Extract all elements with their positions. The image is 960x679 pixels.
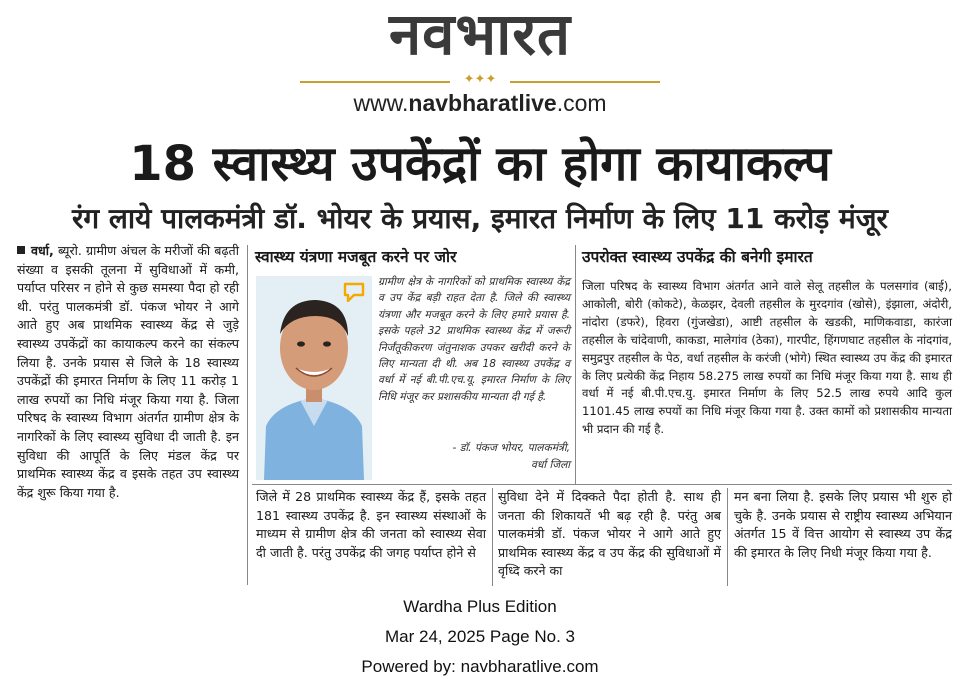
sidebar-box-heading: उपरोक्त स्वास्थ्य उपकेंद्र की बनेगी इमारत xyxy=(582,248,813,266)
column-divider xyxy=(575,245,576,485)
minister-quote: ग्रामीण क्षेत्र के नागरिकों को प्राथमिक स्वास्थ्य केंद्र व उप केंद्र बड़ी राहत देता है. जिले की स्वास्थ्य यंत्रणा और मजबूत करने के लिए हमारे प्रयास है. इसके पहले 32 प्राथमिक स्वास्थ्य केंद्र में जरूरी निर्जंतूकीकरण जंतुनाशक उपकर खरीदी करने के लिए मान्यता दी थी. अब 18 स्वास्थ्य उपकेंद्र व वर्धा में नई बी.पी.एच.यू. इमारत निर्माण के लिए निधि मंजूर कर प्रशासकीय मान्यता दी गई है. xyxy=(378,276,570,403)
quote-box-heading: स्वास्थ्य यंत्रणा मजबूत करने पर जोर xyxy=(255,248,457,266)
site-url-brand: navbharatlive xyxy=(408,90,557,116)
bullet-square-icon xyxy=(17,246,25,254)
logo-stars-icon: ✦✦✦ xyxy=(463,72,497,87)
article-column-left xyxy=(17,242,239,587)
sidebar-box-text: जिला परिषद के स्वास्थ्य विभाग अंतर्गत आने वाले सेलू तहसील के पलसगांव (बाई), आकोली, बोरी (कोकटे), केळझर, देवली तहसील के मुरदगांव (खोसे), इंझाला, अंदोरी, नांदोरा (डफरे), हिवरा (गुंजखेडा), आष्टी तहसील के खडकी, माणिकवाडा, कारंजा तहसील के चांदेवाणी, काकडा, मालेगांव (ठेका), गारपीट, हिंगणघाट तहसील के नांदगांव, समुद्रपुर तहसील के पेठ, वर्धा तहसील के करंजी (भोगे) स्थित स्वास्थ्य उप केंद्र की इमारत के लिए प्रत्येकी केंद्र निहाय 58.275 लाख रुपयों का निधि मंजूर किया गया है. साथ ही वर्धा में नई बी.पी.एच.यु. इमारत निर्माण के लिए 52.5 लाख रुपये आदि कुल 1101.45 लाख रुपयों का निधि मंजूर किया गया है. उक्त कामों को प्रशासकीय मान्यता भी प्रदान की गई है. xyxy=(582,279,952,437)
logo-divider-left xyxy=(300,81,450,83)
article-column-bottom-1: जिले में 28 प्राथमिक स्वास्थ्य केंद्र हैं, इसके तहत 181 स्वास्थ्य उपकेंद्र है. इन स्वास्थ्य संस्थाओं के माध्यम से ग्रामीण क्षेत्र की जनता को स्वास्थ्य सेवा दी जाती है. परंतु उपकेंद्र की जगह पर्याप्त होने से xyxy=(256,489,486,560)
article-column-bottom-3: मन बना लिया है. इसके लिए प्रयास भी शुरु हो चुके है. उनके प्रयास से राष्ट्रीय स्वास्थ्य अभियान अंतर्गत 15 वें वित्त आयोग से स्वास्थ्य उप केंद्र की इमारत के लिए निधी मंजूर किया गया है. xyxy=(734,489,952,560)
quote-icon xyxy=(343,282,365,302)
column-left-text: ब्यूरो. ग्रामीण अंचल के मरीजों की बढ़ती संख्या व इसकी तूलना में सुविधाओं में कमी, पर्याप्त परिसर न होने से कुछ समस्या पैदा हो रही थी. परंतु पालकमंत्री डॉ. पंकज भोयर ने आगे आते हुए अब प्राथमिक स्वास्थ्य केंद्र से जुड़े स्वास्थ्य उपकेंद्रों का कायाकल्प करने का संकल्प लिया है. उनके प्रयास से जिले के 18 स्वास्थ्य उपकेंद्रों की इमारत निर्माण के लिए 11 करोड़ 1 लाख रुपयों का निधि मंजूर किया गया है. जिला परिषद के स्वास्थ्य विभाग अंतर्गत ग्रामीण क्षेत्र के नागरिकों के लिए स्वास्थ्य सुविधा दी जाती है. इन सुविधा की आपूर्ति के लिए मंडल केंद्र पर प्राथमिक स्वास्थ्य केंद्र व इसके तहत उप स्वास्थ्य केंद्र शुरू किया गया है. xyxy=(17,243,239,500)
column-divider xyxy=(727,488,728,586)
horizontal-divider xyxy=(252,484,952,485)
column-divider xyxy=(492,488,493,586)
quote-attribution-place: वर्धा जिला xyxy=(530,459,570,471)
site-url[interactable] xyxy=(290,88,670,118)
masthead xyxy=(0,0,960,122)
powered-by-label: Powered by: navbharatlive.com xyxy=(361,657,599,676)
site-url-suffix: .com xyxy=(556,90,607,116)
minister-photo xyxy=(256,276,372,480)
date-page-label: Mar 24, 2025 Page No. 3 xyxy=(385,627,575,646)
logo-divider-right xyxy=(510,81,660,83)
site-url-prefix: www. xyxy=(353,90,409,116)
article-column-bottom-2: सुविधा देने में दिक्कते पैदा होती है. साथ ही जनता की शिकायतें भी बढ़ रही है. परंतु अब पालकमंत्री डॉ. पंकज भोयर ने आगे आते हुए प्राथमिक स्वास्थ्य केंद्र व उप केंद्र की सुविधाओं में वृध्दि करने का xyxy=(498,489,721,579)
quote-attribution xyxy=(378,440,570,480)
newspaper-logo: नवभारत xyxy=(388,0,572,68)
edition-label: Wardha Plus Edition xyxy=(403,597,557,616)
article-headline: 18 स्वास्थ्य उपकेंद्रों का होगा कायाकल्प xyxy=(129,136,831,192)
dateline: वर्धा, xyxy=(31,243,54,258)
column-divider xyxy=(247,245,248,585)
quote-attribution-name: - डॉ. पंकज भोयर, पालकमंत्री, xyxy=(452,442,570,454)
portrait-illustration xyxy=(256,276,372,480)
article-subheadline: रंग लाये पालकमंत्री डॉ. भोयर के प्रयास, इमारत निर्माण के लिए 11 करोड़ मंजूर xyxy=(71,202,889,235)
